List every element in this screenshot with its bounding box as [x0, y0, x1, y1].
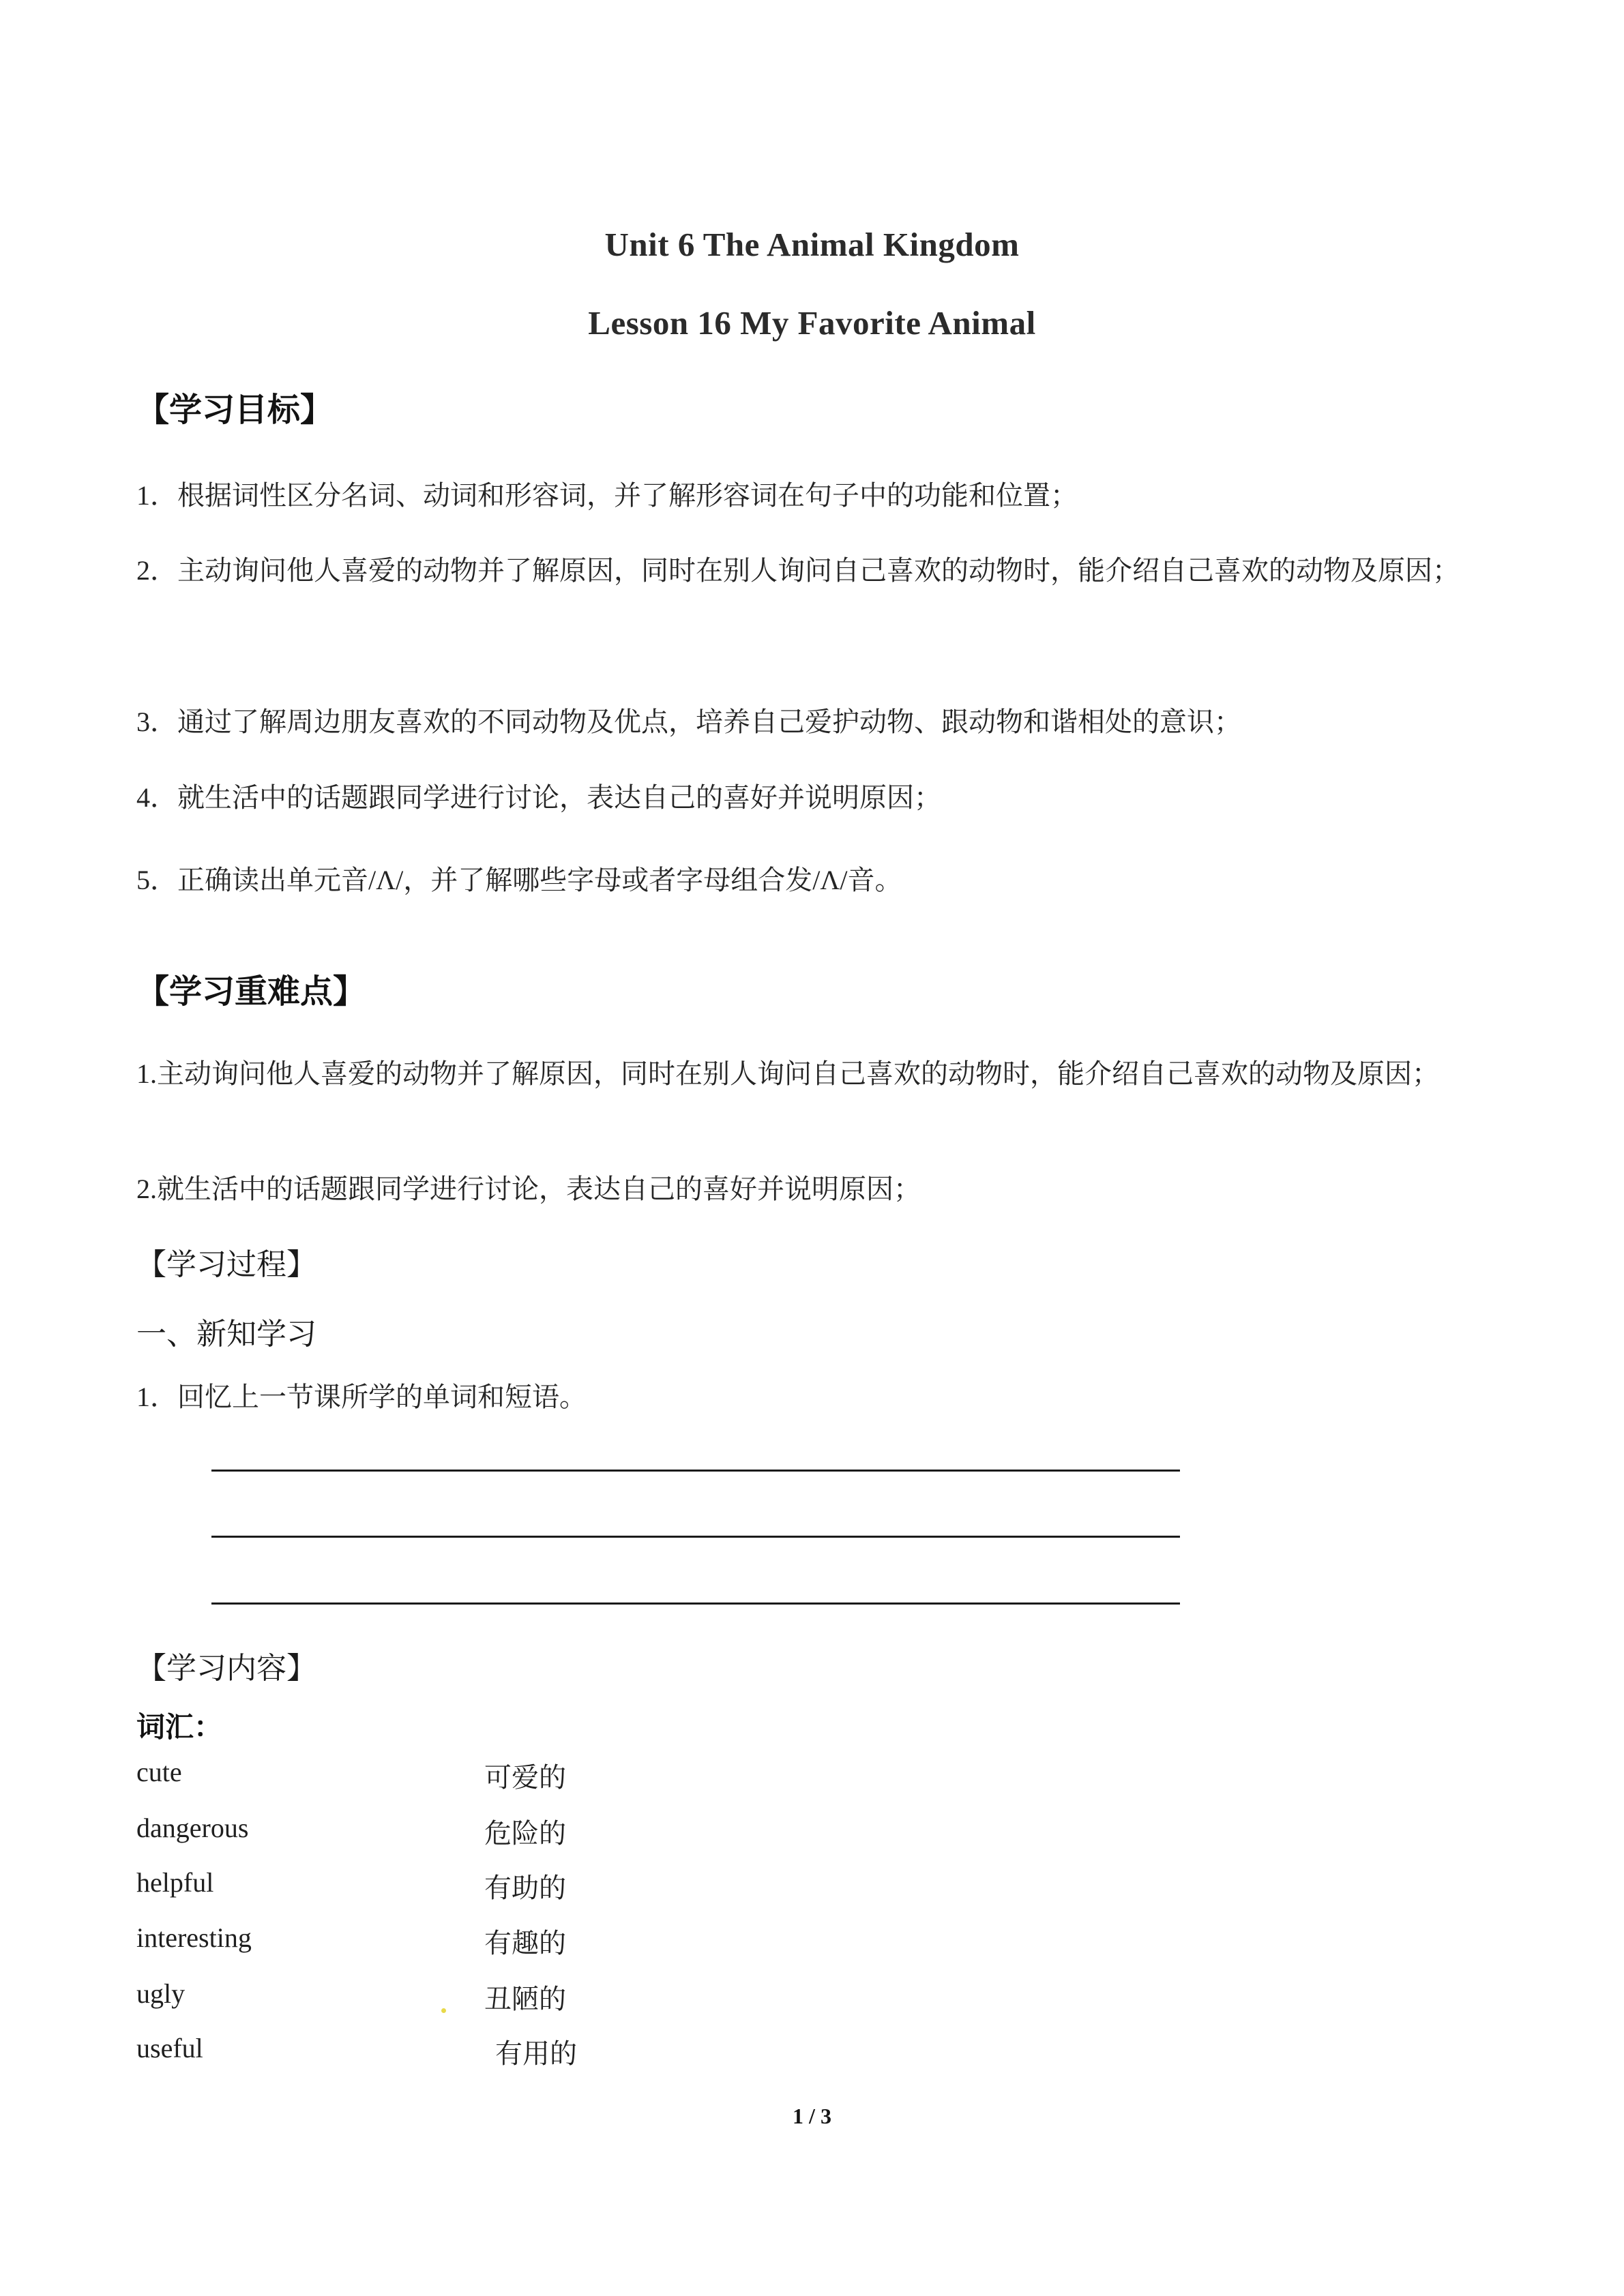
vocab-word-zh: 可爱的	[484, 1762, 566, 1793]
objective-item-5: 5．正确读出单元音/Λ/，并了解哪些字母或者字母组合发/Λ/音。	[136, 865, 902, 895]
key-point-item-1: 1.主动询问他人喜爱的动物并了解原因，同时在别人询问自己喜欢的动物时，能介绍自己喜欢的动物及原因；	[136, 1058, 1439, 1089]
vocab-word-en: helpful	[136, 1867, 214, 1898]
vocab-word-en: ugly	[136, 1978, 186, 2009]
answer-blank-line-3[interactable]	[211, 1602, 1180, 1605]
vocab-row	[136, 1812, 1091, 1851]
answer-blank-line-2[interactable]	[211, 1536, 1180, 1538]
objective-item-2: 2．主动询问他人喜爱的动物并了解原因，同时在别人询问自己喜欢的动物时，能介绍自己喜欢的动物及原因；	[136, 555, 1460, 586]
vocab-row	[136, 1866, 1091, 1905]
section-heading-content: 【学习内容】	[136, 1652, 316, 1685]
section-heading-key-points: 【学习重难点】	[136, 974, 366, 1010]
vocabulary-label: 词汇：	[136, 1712, 223, 1744]
page-title-unit: Unit 6 The Animal Kingdom	[604, 226, 1020, 263]
objective-item-4: 4．就生活中的话题跟同学进行讨论，表达自己的喜好并说明原因；	[136, 782, 941, 813]
objective-item-1: 1．根据词性区分名词、动词和形容词，并了解形容词在句子中的功能和位置；	[136, 480, 1078, 511]
page-title-lesson: Lesson 16 My Favorite Animal	[588, 304, 1036, 342]
vocab-row	[136, 1756, 1091, 1795]
vocab-word-en: useful	[136, 2033, 203, 2063]
vocab-word-en: cute	[136, 1757, 182, 1787]
key-point-item-2: 2.就生活中的话题跟同学进行讨论，表达自己的喜好并说明原因；	[136, 1174, 921, 1204]
vocab-word-zh: 丑陋的	[484, 1984, 566, 2014]
vocab-row	[136, 1922, 1091, 1960]
objective-item-3: 3．通过了解周边朋友喜欢的不同动物及优点，培养自己爱护动物、跟动物和谐相处的意识；	[136, 706, 1241, 737]
vocab-row	[136, 1978, 1091, 2016]
answer-blank-line-1[interactable]	[211, 1470, 1180, 1472]
section-heading-objectives: 【学习目标】	[136, 392, 334, 428]
vocab-word-zh: 有助的	[484, 1873, 566, 1903]
vocab-word-zh: 有趣的	[484, 1928, 566, 1958]
vocab-word-en: interesting	[136, 1922, 252, 1953]
page-number-footer: 1 / 3	[793, 2104, 831, 2128]
process-subheading: 一、新知学习	[136, 1317, 316, 1351]
vocab-word-zh: 有用的	[495, 2038, 577, 2069]
vocab-word-en: dangerous	[136, 1813, 249, 1843]
process-task-1: 1．回忆上一节课所学的单词和短语。	[136, 1382, 587, 1412]
paper-speck	[441, 2008, 446, 2013]
vocab-word-zh: 危险的	[484, 1818, 566, 1849]
section-heading-process: 【学习过程】	[136, 1248, 316, 1281]
vocab-row	[136, 2032, 1091, 2071]
